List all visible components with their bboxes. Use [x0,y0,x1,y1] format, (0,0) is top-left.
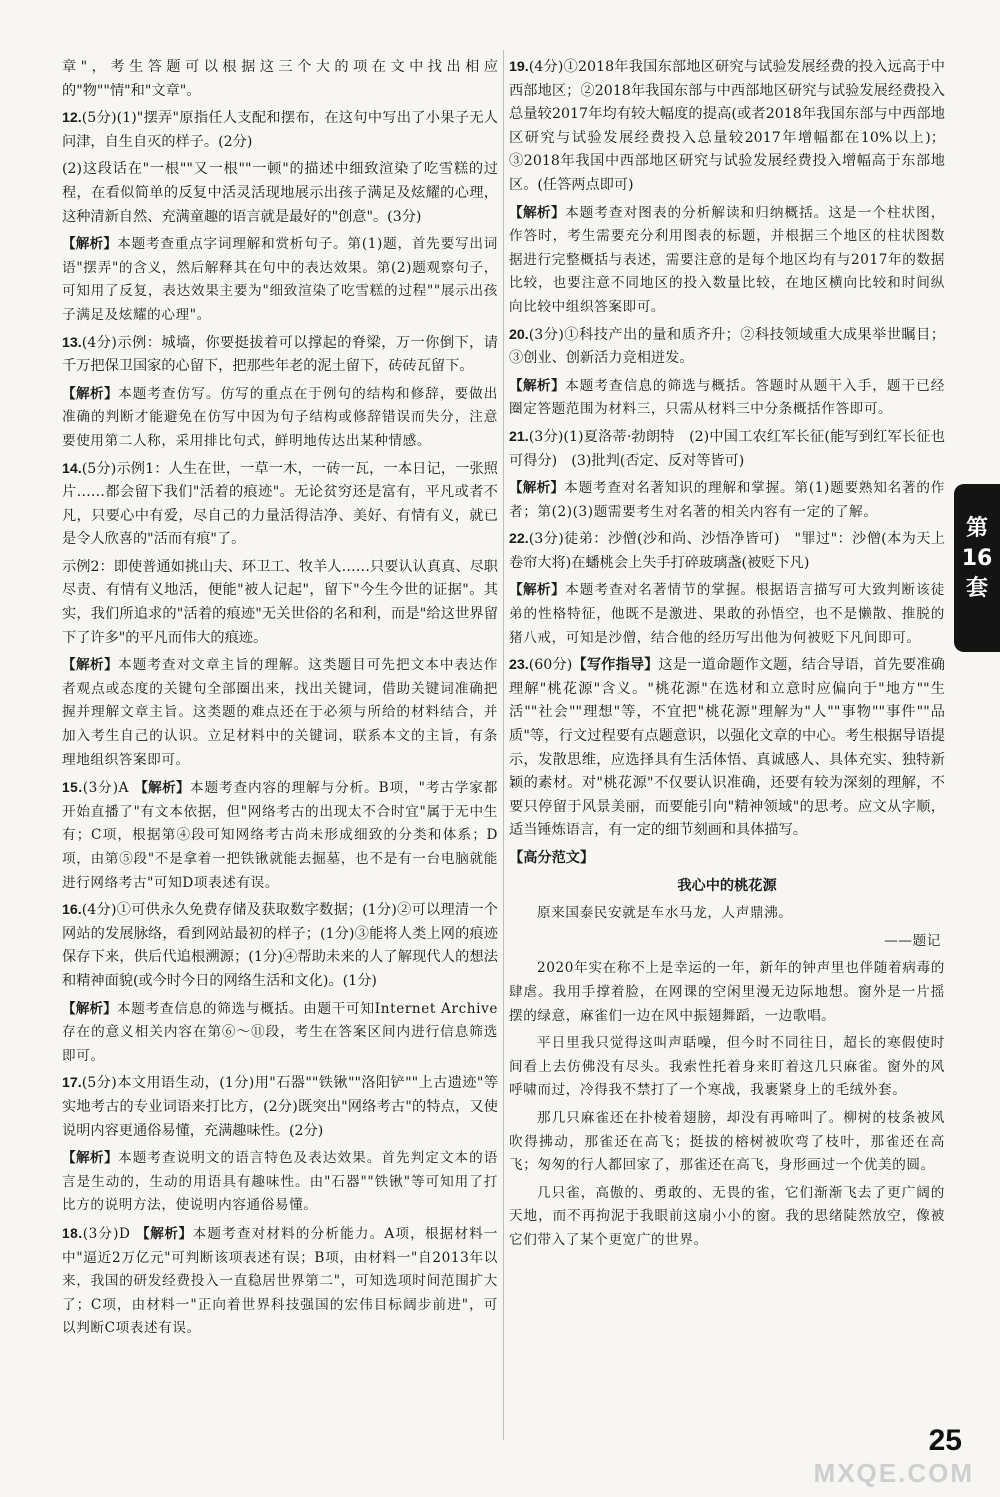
answer-21: 21.(3分)(1)夏洛蒂·勃朗特 (2)中国工农红军长征(能写到红军长征也可得分) (3)批判(否定、反对等皆可) [509,428,945,469]
essay-paragraph: 平日里我只觉得这叫声聒噪，但今时不同往日，超长的寒假使时间看上去仿佛没有尽头。我索性托着身来盯着这几只麻雀。窗外的风呼啸而过，冷得我不禁打了一个寒战，我裹紧身上的毛绒外套。 [509,1035,945,1099]
answer-19: 19.(4分)①2018年我国东部地区研究与试验发展经费的投入远高于中西部地区；②2018年我国东部与中西部地区研究与试验发展经费投入总量较2017年均有较大幅度的提高(或者2018年我国东部与中西部地区研究与试验发展经费投入总量较2017年增幅都在10%以上)；③2018年我国中西部地区研究与试验发展经费投入增幅高于东部地区。(任答两点即可) [509,59,945,193]
essay-paragraph: 几只雀，高傲的、勇敢的、无畏的雀，它们渐渐飞去了更广阔的天地，而不再拘泥于我眼前这扇小小的窗。我的思绪陡然放空，像被它们带入了某个更宽广的世界。 [509,1184,945,1248]
essay-title: 我心中的桃花源 [677,877,777,894]
set-number-tab [954,484,1000,652]
essay-epigraph: 原来国泰民安就是车水马龙，人声鼎沸。 [537,905,793,922]
analysis-21: 【解析】本题考查对名著知识的理解和掌握。第(1)题要熟知名著的作者；第(2)(3)题需要考生对名著的相关内容有一定的了解。 [509,480,945,520]
analysis-12: 【解析】本题考查重点字词理解和赏析句子。第(1)题，首先要写出词语"摆弄"的含义，然后解释其在句中的表达效果。第(2)题观察句子，可知用了反复，表达效果主要为"细致渲染了吃雪糕的过程""展示出孩子满足及炫耀的心理"。 [62,236,498,323]
set-tab-line1: 第 [965,516,988,541]
answer-12-part2: (2)这段话在"一根""又一根""一顿"的描述中细致渲染了吃雪糕的过程，在看似简单的反复中活灵活现地展示出孩子满足及炫耀的心理，这种清新自然、充满童趣的语言就是最好的"创意"。(3分) [62,161,498,225]
set-tab-line2: 16 [961,546,993,571]
answer-12: 12.(5分)(1)"摆弄"原指任人支配和摆布，在这句中写出了小果子无人问津，自生自灭的样子。(2分) [62,110,498,150]
answer-22: 22.(3分)徒弟：沙僧(沙和尚、沙悟净皆可) "罪过"：沙僧(本为天上卷帘大将)在蟠桃会上失手打碎玻璃盏(被贬下凡) [509,531,945,571]
answer-18: 18.(3分)D 【解析】本题考查对材料的分析能力。A项，根据材料一中"逼近2万亿元"可判断该项表述有误；B项，由材料一"自2013年以来，我国的研发经费投入一直稳居世界第二"，可知选项时间范围扩大了；C项，由材料一"正向着世界科技强国的宏伟目标阔步前进"，可以判断C项表述有误。 [62,1225,499,1337]
page-number: 25 [928,1424,962,1457]
answer-14-example2: 示例2：即使普通如挑山夫、环卫工、牧羊人……只要认认真真、尽职尽责、有情有义地活，便能"被人记起"，留下"今生今世的证据"。其实，我们所追求的"活着的痕迹"无关世俗的名和利，而是"给这世界留下了许多"的平凡而伟大的痕迹。 [62,558,498,646]
analysis-14: 【解析】本题考查对文章主旨的理解。这类题目可先把文本中表达作者观点或态度的关键句全部圈出来，找出关键词，借助关键词准确把握并理解文章主旨。这类题的难点还在于必须与所给的材料结合，并加入考生自己的认识。立足材料中的关键词，联系本文的主旨，有条理地组织答案即可。 [62,657,499,768]
answer-20: 20.(3分)①科技产出的量和质齐升；②科技领域重大成果举世瞩目；③创业、创新活力竞相迸发。 [509,326,945,367]
answer-cont: 章"，考生答题可以根据这三个大的项在文中找出相应的"物""情"和"文章"。 [62,59,498,99]
essay-paragraph: 2020年实在称不上是幸运的一年，新年的钟声里也伴随着病毒的肆虐。我用手撑着脸，在网课的空闲里漫无边际地想。窗外是一片摇摆的绿意，麻雀们一边在风中振翅舞蹈，一边歌唱。 [509,960,945,1024]
right-column [509,56,945,1257]
analysis-17: 【解析】本题考查说明文的语言特色及表达效果。首先判定文本的语言是生动的，生动的用语具有趣味性。由"石器""铁锹"等可知用了打比方的说明方法，使说明内容通俗易懂。 [62,1150,499,1214]
answer-17: 17.(5分)本文用语生动，(1分)用"石器""铁锹""洛阳铲""上古遗迹"等实地考古的专业词语来打比方，(2分)既突出"网络考古"的特点，又使说明内容更通俗易懂，充满趣味性。(2分) [62,1075,498,1139]
answer-16: 16.(4分)①可供永久免费存储及获取数字数据；(1分)②可以理清一个网站的发展脉络，看到网站最初的样子；(1分)③能将人类上网的痕迹保存下来，供后代追根溯源；(1分)④帮助未来的人了解现代人的想法和精神面貌(或今时今日的网络生活和文化)。(1分) [62,902,498,989]
left-column [62,56,498,1345]
essay-paragraph: 那几只麻雀还在扑棱着翅膀，却没有再啼叫了。柳树的枝条被风吹得拂动，那雀还在高飞；挺拔的榕树被吹弯了枝叶，那雀还在高飞；匆匆的行人都回家了，那雀还在高飞，身形画过一个优美的圆。 [509,1109,945,1174]
answer-13: 13.(4分)示例：城墙，你要挺拔着可以撑起的脊梁，万一你倒下，请千万把保卫国家的心留下，把那些年老的泥土留下，砖砖瓦留下。 [62,334,498,375]
answer-15: 15.(3分)A 【解析】本题考查内容的理解与分析。B项，"考古学家都开始直播了"有文本依据，但"网络考古的出现太不合时宜"属于无中生有；C项，根据第④段可知网络考古尚未形成细致的分类和体系；D项，由第⑤段"不是拿着一把铁锹就能去掘墓，也不是有一台电脑就能进行网络考古"可知D项表述有误。 [62,780,499,891]
essay-epigraph-source: ——题记 [884,932,941,949]
column-divider [503,50,504,1440]
analysis-20: 【解析】本题考查信息的筛选与概括。答题时从题干入手，题干已经圈定答题范围为材料三，只需从材料三中分条概括作答即可。 [509,377,946,418]
analysis-22: 【解析】本题考查对名著情节的掌握。根据语言描写可大致判断该徒弟的性格特征，他既不是激进、果敢的孙悟空，也不是懒散、推脱的猪八戒，可知是沙僧，结合他的经历写出他为何被贬下凡间即可。 [509,582,946,646]
answer-14: 14.(5分)示例1：人生在世，一草一木，一砖一瓦，一本日记，一张照片……都会留下我们"活着的痕迹"。无论贫穷还是富有，平凡或者不凡，只要心中有爱，尽自己的力量活得洁净、美好、有情有义，就已是令人欣喜的"活而有痕"了。 [62,460,498,548]
model-essay-label: 【高分范文】 [509,850,595,866]
watermark: MXQE.COM [813,1458,974,1488]
analysis-16: 【解析】本题考查信息的筛选与概括。由题干可知Internet Archive存在的意义相关内容在第⑥～⑪段，考生在答案区间内进行信息筛选即可。 [62,1000,499,1064]
answer-23: 23.(60分)【写作指导】这是一道命题作文题，结合导语，首先要准确理解"桃花源"含义。"桃花源"在选材和立意时应偏向于"地方""生活""社会""理想"等，不宜把"桃花源"理解为"人""事物""事件""品质"等，行文过程要有点题意识，以强化文章的中心。考生根据导语提示，发散思维，应选择具有生活体悟、真诚感人、具体充实、独特新颖的素材。对"桃花源"不仅要认识准确，还要有较为深刻的理解，不要只停留于风景美丽，而要能引向"精神领域"的思考。应文从字顺，适当锤炼语言，有一定的细节刻画和具体描写。 [509,657,945,839]
analysis-19: 【解析】本题考查对图表的分析解读和归纳概括。这是一个柱状图，作答时，考生需要充分利用图表的标题，并根据三个地区的柱状图数据进行完整概括与表述，需要注意的是每个地区均有与2017年的数据比较，也要注意不同地区的投入数量比较，在地区横向比较和时间纵向比较中组织答案即可。 [509,204,946,315]
set-tab-line3: 套 [965,576,988,601]
analysis-13: 【解析】本题考查仿写。仿写的重点在于例句的结构和修辞，要做出准确的判断才能避免在仿写中因为句子结构或修辞错误而失分，注意要使用第二人称，采用排比句式，鲜明地传达出某种情感。 [62,385,499,449]
